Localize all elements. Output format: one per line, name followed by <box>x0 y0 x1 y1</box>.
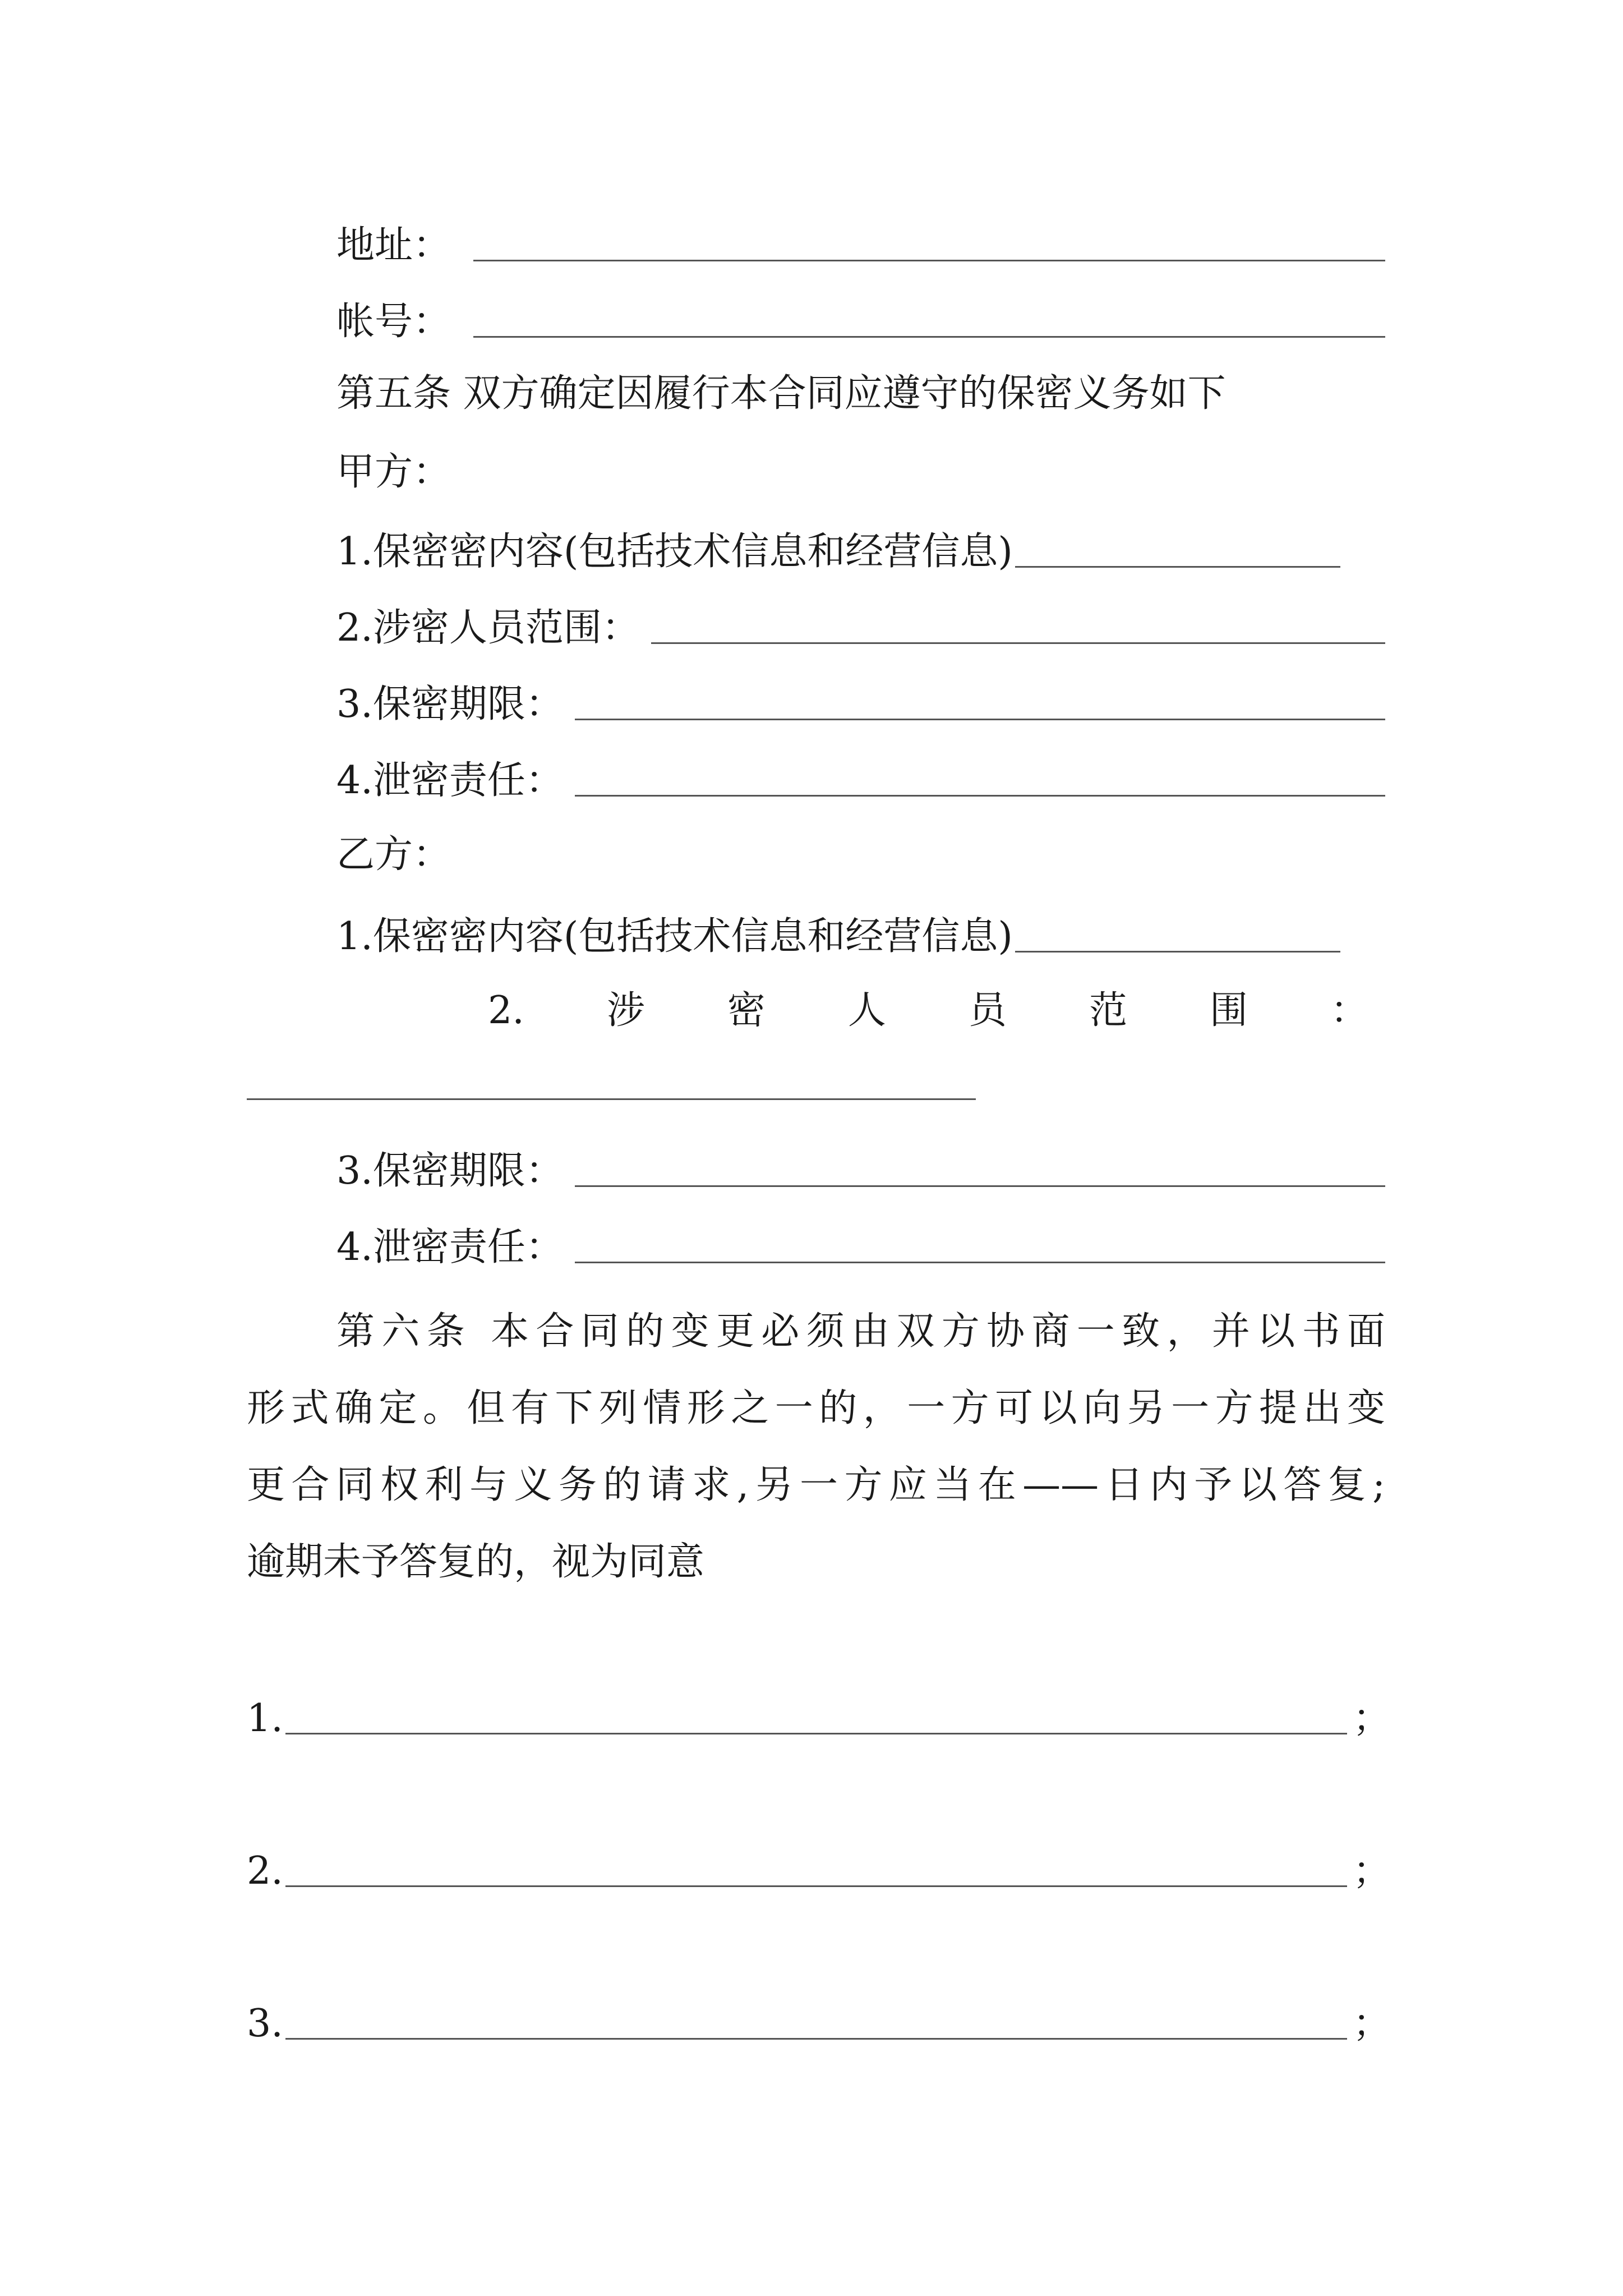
party-b-item-3-label: 3.保密期限： <box>336 1149 564 1193</box>
party-a-item-3-label: 3.保密期限： <box>336 682 564 726</box>
address-row <box>336 220 1385 268</box>
party-a-item-3 <box>336 679 1385 724</box>
condition-item-1-blank <box>285 1733 1347 1734</box>
party-b-item-4 <box>336 1222 1385 1267</box>
party-b-item-1-blank <box>1015 951 1340 953</box>
article6-line: 第六条 本合同的变更必须由双方协商一致，并以书面 <box>336 1309 1385 1354</box>
party-a-item-4-blank <box>575 795 1385 797</box>
party-a-item-4 <box>336 755 1385 803</box>
party-b-item-1-label: 1.保密密内容(包括技术信息和经营信息) <box>336 914 1013 959</box>
party-b-item-2-label <box>488 988 1368 1033</box>
party-a-item-2 <box>336 602 1385 650</box>
party-b-item-2-part: 员 <box>968 988 1007 1033</box>
party-b-item-4-label: 4.泄密责任： <box>336 1225 564 1269</box>
condition-item-1-number: 1. <box>247 1696 283 1741</box>
condition-item-2 <box>247 1846 1391 1893</box>
party-b-item-3-blank <box>575 1185 1385 1187</box>
party-b-item-2-part: 2. <box>488 988 524 1033</box>
party-a-item-1-blank <box>1015 566 1340 568</box>
party-b-item-2-part: 范 <box>1089 988 1127 1033</box>
condition-item-3-blank <box>285 2038 1347 2040</box>
party-b-item-2-part: 围 <box>1209 988 1248 1033</box>
party-b-item-3 <box>336 1145 1385 1193</box>
condition-item-2-end: ； <box>1352 1849 1391 1893</box>
party-b-item-1 <box>336 911 1340 959</box>
article6-line: 形式确定。但有下列情形之一的，一方可以向另一方提出变 <box>247 1386 1385 1430</box>
party-a-item-2-label: 2.涉密人员范围： <box>336 606 640 650</box>
party-a-label: 甲方： <box>336 450 451 494</box>
address-blank <box>473 260 1385 261</box>
party-b-item-2-part: 人 <box>847 988 886 1033</box>
account-blank <box>473 336 1385 338</box>
condition-item-2-number: 2. <box>247 1849 283 1893</box>
article6-paragraph <box>247 1293 1385 1600</box>
party-a-item-3-blank <box>575 719 1385 720</box>
party-b-item-2-part: 密 <box>727 988 766 1033</box>
party-a-item-4-label: 4.泄密责任： <box>336 758 564 803</box>
party-b-item-4-blank <box>575 1262 1385 1263</box>
party-a-item-1 <box>336 526 1340 574</box>
address-label: 地址： <box>336 223 451 268</box>
party-a-item-1-label: 1.保密密内容(包括技术信息和经营信息) <box>336 530 1013 574</box>
party-a-item-2-blank <box>651 642 1385 644</box>
party-b-item-2-part: 涉 <box>606 988 645 1033</box>
condition-item-1 <box>247 1693 1391 1741</box>
article6-line: 更合同权利与义务的请求,另一方应当在——日内予以答复; <box>247 1463 1385 1507</box>
party-b-item-2-part: ： <box>1330 988 1368 1033</box>
condition-item-3-end: ； <box>1352 2001 1391 2046</box>
party-b-label: 乙方： <box>336 832 451 877</box>
condition-item-2-blank <box>285 1885 1347 1887</box>
article6-line: 逾期未予答复的，视为同意 <box>247 1540 705 1584</box>
condition-item-1-end: ； <box>1352 1696 1391 1741</box>
account-row <box>336 296 1385 344</box>
condition-item-3 <box>247 1998 1391 2046</box>
account-label: 帐号： <box>336 300 451 344</box>
article5-heading: 第五条 双方确定因履行本合同应遵守的保密义务如下 <box>336 371 1226 416</box>
party-b-item-2-blank <box>247 1098 976 1100</box>
condition-item-3-number: 3. <box>247 2001 283 2046</box>
